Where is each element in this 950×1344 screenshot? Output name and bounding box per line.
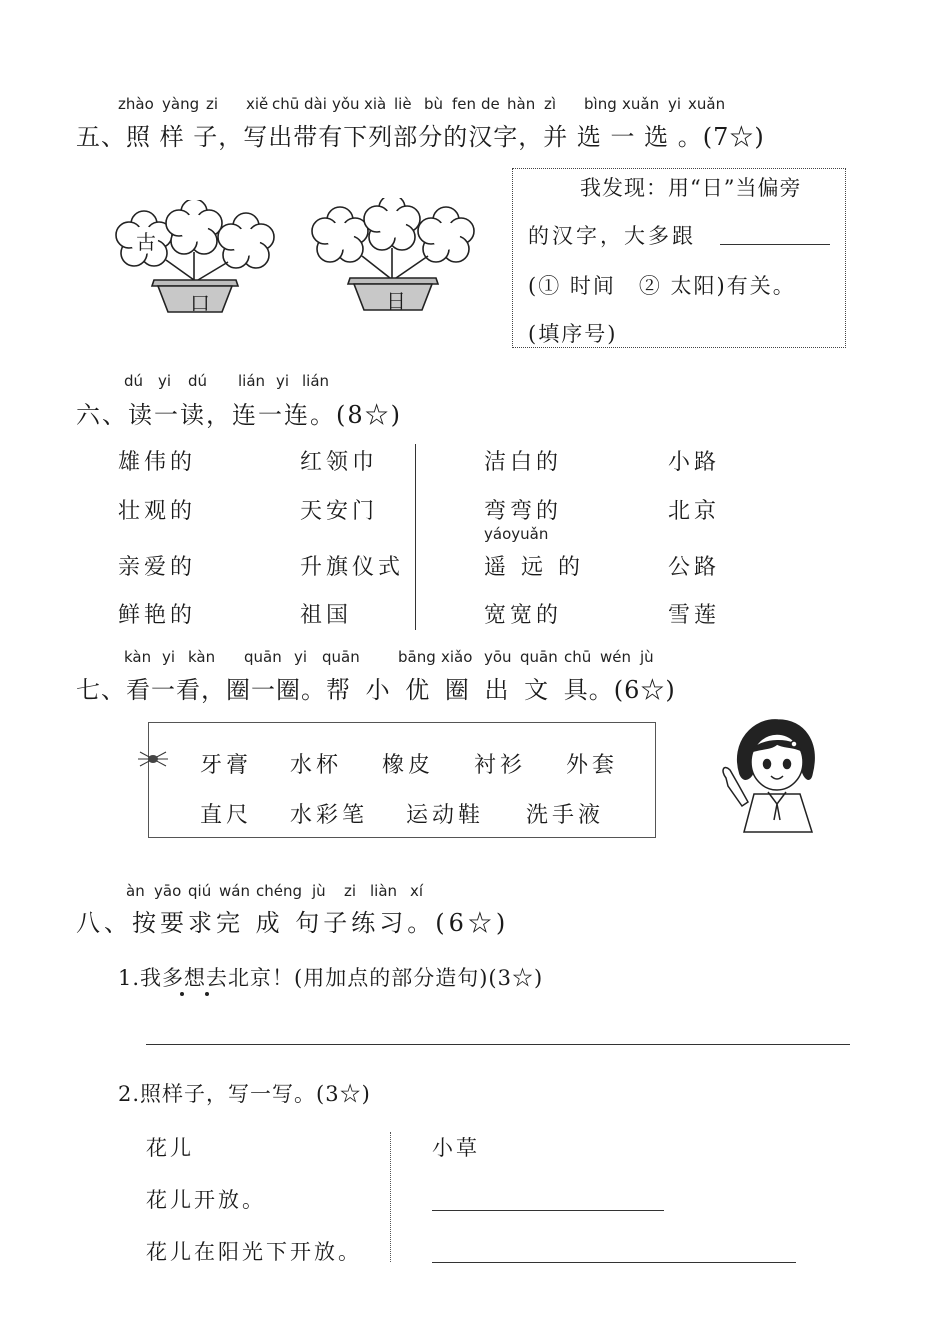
word[interactable]: 壮观的 [118,499,197,524]
word[interactable]: 亲爱的 [118,555,197,580]
pinyin: bāng [398,648,436,666]
example-line: 花儿 [146,1136,194,1160]
pinyin: yi [162,648,176,666]
dotted-divider [390,1132,391,1262]
pinyin: quān [520,648,558,666]
question-2: 2.照样子，写一写。(3☆) [118,1082,371,1106]
pinyin: xí [410,882,424,900]
section-title: 七、看一看，圈一圈。帮 小 优 圈 出 文 具。(6☆) [76,676,676,704]
pinyin: chéng [256,882,303,900]
word[interactable]: 弯弯的 [484,499,563,524]
pinyin: liàn [370,882,398,900]
word-item[interactable]: 水杯 [290,753,343,778]
pinyin: bìng [584,95,617,113]
word[interactable]: 北京 [668,499,721,524]
word[interactable]: 小路 [668,450,721,475]
pinyin: yi [294,648,308,666]
word-item[interactable]: 运动鞋 [406,803,485,828]
word-item[interactable]: 牙膏 [200,753,253,778]
pinyin: yi [158,372,172,390]
word[interactable]: 洁白的 [484,450,563,475]
pinyin: dú [124,372,144,390]
pinyin: lián [238,372,266,390]
pinyin: yáoyuǎn [484,525,549,543]
pinyin: qiú [188,882,212,900]
task-word: 小草 [432,1136,480,1160]
word-item[interactable]: 衬衫 [474,753,527,778]
word-item[interactable]: 直尺 [200,803,253,828]
pinyin: zi [206,95,219,113]
flower-char: 古 [136,230,156,254]
word[interactable]: 祖国 [300,603,353,628]
answer-line[interactable] [432,1210,664,1211]
flower-shape [218,213,274,268]
example-line: 花儿在阳光下开放。 [146,1240,362,1264]
word[interactable]: 遥 远 的 [484,555,584,580]
pinyin: kàn [124,648,152,666]
pot-char: 日 [386,289,406,313]
answer-line[interactable] [432,1262,796,1263]
pinyin: zi [344,882,357,900]
word[interactable]: 鲜艳的 [118,603,197,628]
word[interactable]: 天安门 [300,499,379,524]
section-title: 五、照 样 子，写出带有下列部分的汉字，并 选 一 选 。(7☆) [76,123,765,151]
answer-line[interactable] [146,1044,850,1045]
pinyin: de [481,95,500,113]
pinyin: wén [600,648,632,666]
pinyin: zhào [118,95,154,113]
section-title: 六、读一读，连一连。(8☆) [76,401,402,429]
pinyin: quān [322,648,360,666]
pinyin: xià [364,95,387,113]
word-item[interactable]: 水彩笔 [290,803,369,828]
question-1: 1.我多想去北京！(用加点的部分造句)(3☆) [118,966,544,990]
spider-icon [136,748,170,770]
pinyin: wán [219,882,250,900]
pinyin: xuǎn [622,95,660,113]
pinyin: yāo [154,882,182,900]
word[interactable]: 雄伟的 [118,450,197,475]
pinyin: quān [244,648,282,666]
pinyin: yōu [484,648,512,666]
pinyin: dài [304,95,327,113]
pinyin: chū [564,648,592,666]
pinyin: fen [452,95,477,113]
answer-blank[interactable] [720,244,830,245]
pinyin: bù [424,95,444,113]
discovery-text: 我发现：用“日”当偏旁 [580,176,802,200]
word[interactable]: 宽宽的 [484,603,563,628]
flower-shape [166,200,222,254]
pinyin: yǒu [332,95,360,113]
pinyin: yi [276,372,290,390]
pinyin: lián [302,372,330,390]
word[interactable]: 公路 [668,555,721,580]
section-title: 八、按要求完 成 句子练习。(6☆) [76,909,510,937]
discovery-hint: (填序号) [528,322,618,346]
pinyin: dú [188,372,208,390]
pinyin: yi [668,95,682,113]
pinyin: kàn [188,648,216,666]
pinyin: xiě [246,95,269,113]
word[interactable]: 红领巾 [300,450,379,475]
pinyin: chū [272,95,300,113]
girl-illustration [714,712,838,836]
pinyin: hàn [507,95,536,113]
pinyin: jù [312,882,326,900]
pinyin: jù [640,648,654,666]
pot-char: 口 [190,291,210,315]
word-item[interactable]: 洗手液 [526,803,605,828]
pinyin: zì [544,95,557,113]
pinyin: yàng [162,95,200,113]
pinyin: liè [394,95,412,113]
word[interactable]: 升旗仪式 [300,555,405,580]
pinyin: xiǎo [441,648,473,666]
emphasis-dot [205,992,209,996]
emphasis-dot [180,992,184,996]
word[interactable]: 雪莲 [668,603,721,628]
word-item[interactable]: 外套 [566,753,619,778]
discovery-options: (① 时间 ② 太阳)有关。 [528,274,796,298]
example-line: 花儿开放。 [146,1188,266,1212]
pinyin: àn [126,882,145,900]
word-item[interactable]: 橡皮 [382,753,435,778]
column-divider [415,444,416,630]
discovery-text: 的汉字，大多跟 [528,224,696,248]
pinyin: xuǎn [688,95,726,113]
